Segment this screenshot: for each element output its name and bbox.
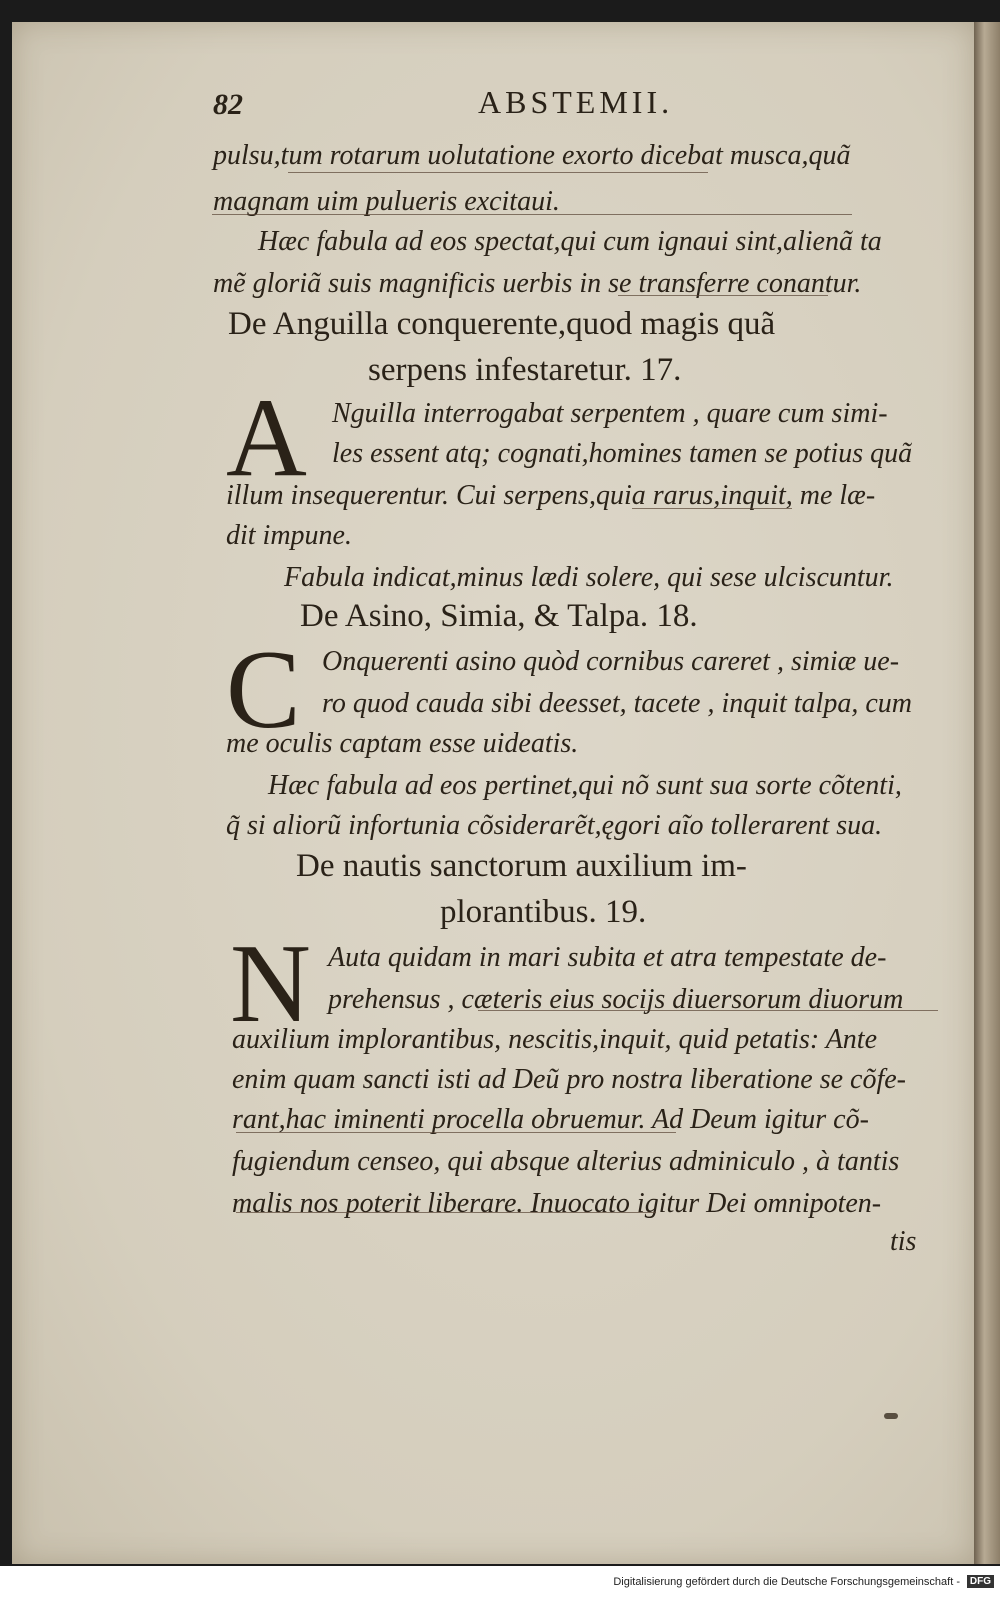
moral-line: Hæc fabula ad eos pertinet,qui nõ sunt sua sorte cõtenti, [268,770,902,801]
text-line: auxilium implorantibus, nescitis,inquit, quid petatis: Ante [232,1024,878,1055]
text-line: magnam uim pulueris excitaui. [213,186,560,217]
manuscript-underline [478,1010,938,1011]
fable-title: De Anguilla conquerente,quod magis quã [228,306,776,342]
drop-cap: A [226,376,307,500]
text-line: ro quod cauda sibi deesset, tacete , inquit talpa, cum [322,688,912,719]
text-line: fugiendum censeo, qui absque alterius adminiculo , à tantis [232,1146,900,1177]
text-line: rant,hac iminenti procella obruemur. Ad Deum igitur cõ- [232,1104,869,1135]
page-number: 82 [213,88,243,121]
text-line: dit impune. [226,520,352,551]
manuscript-underline [618,295,828,296]
text-line: malis nos poterit liberare. Inuocato igitur Dei omnipoten- [232,1188,882,1219]
moral-line: q̃ si aliorũ infortunia cõsiderarẽt,ęgori aĩo tollerarent sua. [226,810,883,841]
text-line: prehensus , cæteris eius socijs diuersorum diuorum [328,984,904,1015]
moral-line: Hæc fabula ad eos spectat,qui cum ignaui sint,alienã ta [258,226,882,257]
running-head: ABSTEMII. [478,84,674,120]
text-line: Nguilla interrogabat serpentem , quare cum simi- [332,398,888,429]
footer-credit: Digitalisierung gefördert durch die Deutsche Forschungsgemeinschaft - [613,1576,960,1588]
fable-title: De nautis sanctorum auxilium im- [296,848,747,884]
moral-line: mẽ gloriã suis magnificis uerbis in se transferre conantur. [213,268,862,299]
book-spine-edge [974,22,1000,1564]
footer-bar [0,1566,1000,1598]
text-line: pulsu,tum rotarum uolutatione exorto dicebat musca,quã [213,140,851,171]
drop-cap: N [230,922,311,1046]
ink-blot [884,1413,898,1419]
text-line: me oculis captam esse uideatis. [226,728,579,759]
fable-title: serpens infestaretur. 17. [368,352,682,388]
manuscript-underline [212,214,852,215]
fable-title: plorantibus. 19. [440,894,647,930]
text-line: illum insequerentur. Cui serpens,quia rarus,inquit, me læ- [226,480,876,511]
manuscript-underline [236,1212,656,1213]
fable-title: De Asino, Simia, & Talpa. 18. [300,598,698,634]
text-line: les essent atq; cognati,homines tamen se potius quã [332,438,913,469]
text-line: Auta quidam in mari subita et atra tempestate de- [328,942,887,973]
manuscript-underline [632,508,792,509]
drop-cap: C [226,628,301,752]
text-line: Onquerenti asino quòd cornibus careret , simiæ ue- [322,646,900,677]
manuscript-underline [236,1132,676,1133]
catchword: tis [890,1226,917,1257]
manuscript-underline [288,172,708,173]
text-line: enim quam sancti isti ad Deũ pro nostra liberatione se cõfe- [232,1064,906,1095]
dfg-logo: DFG [967,1575,994,1588]
moral-line: Fabula indicat,minus lædi solere, qui sese ulciscuntur. [284,562,894,593]
